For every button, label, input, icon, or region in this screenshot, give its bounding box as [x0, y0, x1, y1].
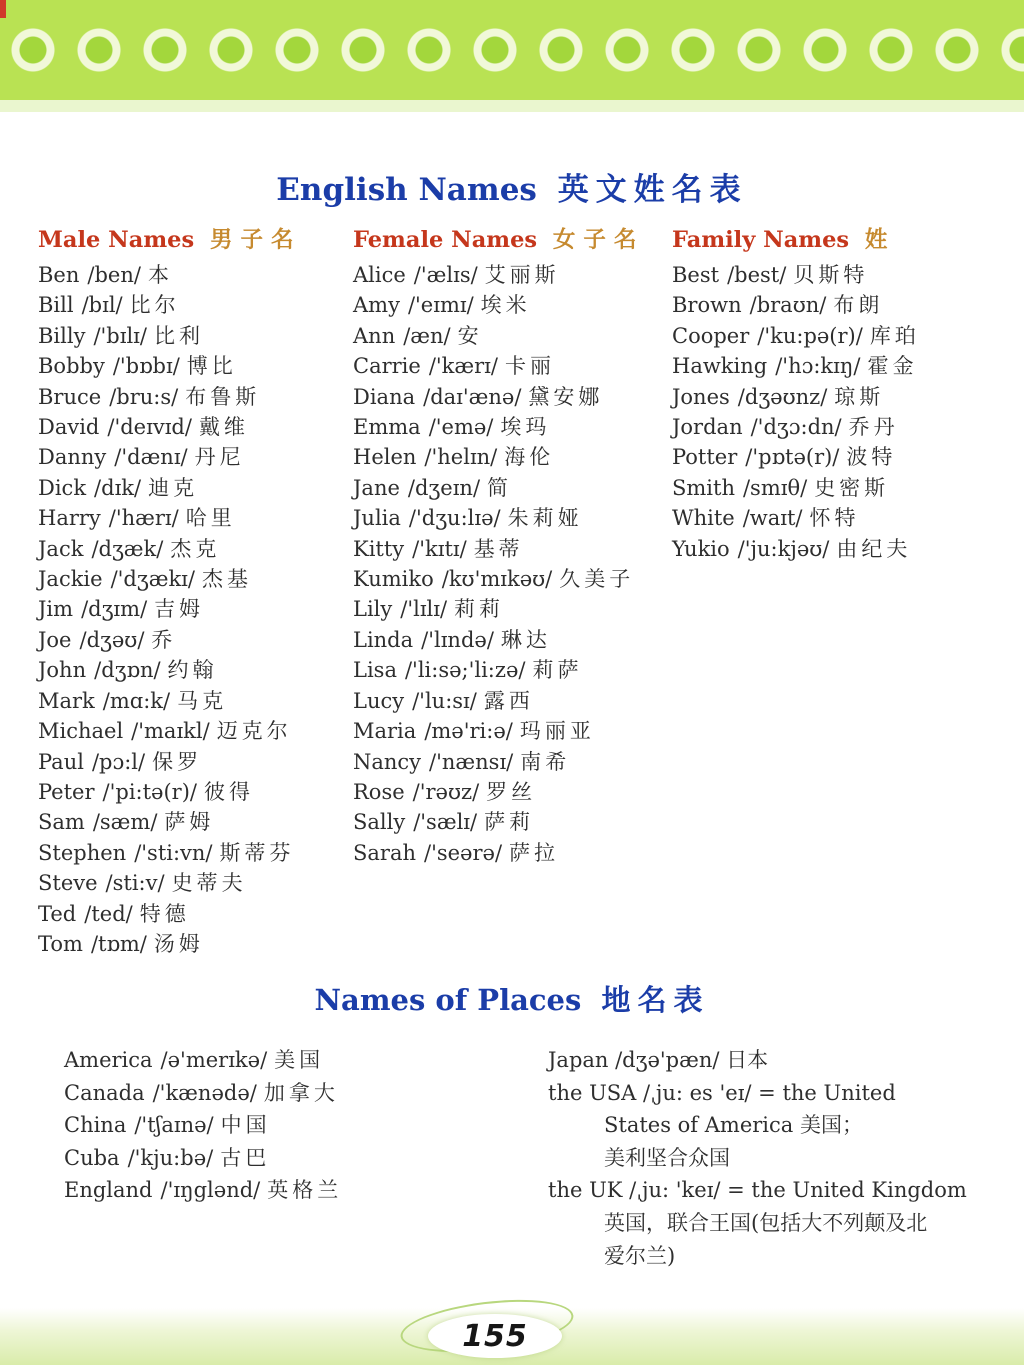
male-names-header-zh: 男子名 — [209, 227, 302, 253]
place-entry-line: Japan /dʒə'pæn/ 日本 — [548, 1048, 769, 1072]
entry-ipa: /'sælɪ/ — [413, 810, 478, 835]
entry-chinese: 波特 — [846, 445, 897, 470]
name-entry — [38, 351, 350, 381]
entry-ipa: /'ju:kjəʊ/ — [737, 536, 830, 561]
entry-ipa: /'pɒtə(r)/ — [745, 445, 840, 470]
place-chinese: 古巴 — [220, 1145, 271, 1170]
name-entry — [38, 473, 350, 503]
place-name: England — [64, 1178, 153, 1203]
entry-chinese: 贝斯特 — [793, 263, 869, 287]
place-entry — [64, 1077, 342, 1110]
name-entry — [38, 382, 350, 412]
name-entry — [353, 321, 669, 351]
entry-ipa: /dɪk/ — [94, 475, 142, 500]
entry-name: David — [38, 415, 100, 440]
entry-name: Jane — [353, 475, 400, 500]
entry-chinese: 库珀 — [869, 323, 920, 348]
entry-name: Jackie — [38, 567, 103, 592]
entry-name: Brown — [672, 293, 742, 318]
entry-chinese: 萨拉 — [509, 840, 560, 865]
entry-name: Best — [672, 263, 720, 287]
place-entry — [548, 1077, 967, 1175]
name-entry — [38, 686, 350, 716]
place-entry — [64, 1109, 342, 1142]
name-entry — [38, 868, 350, 898]
entry-ipa: /mə'ri:ə/ — [424, 719, 513, 744]
male-names-list — [38, 260, 350, 959]
entry-name: Nancy — [353, 749, 422, 774]
entry-ipa: /'ælɪs/ — [413, 263, 478, 287]
entry-name: White — [672, 506, 735, 531]
entry-chinese: 久美子 — [559, 567, 635, 592]
entry-chinese: 杰基 — [201, 567, 252, 592]
page-title — [0, 164, 1024, 209]
entry-name: Lucy — [353, 688, 405, 713]
entry-chinese: 本 — [147, 263, 173, 287]
entry-ipa: /'li:sə;'li:zə/ — [404, 658, 526, 683]
place-name: China — [64, 1113, 127, 1138]
name-entry — [38, 260, 350, 290]
entry-name: Rose — [353, 779, 405, 804]
entry-chinese: 哈里 — [185, 506, 236, 531]
page-title-zh: 英文姓名表 — [557, 172, 748, 208]
entry-ipa: /mɑ:k/ — [102, 688, 171, 713]
name-entry — [38, 716, 350, 746]
entry-ipa: /'dʒækɪ/ — [110, 567, 195, 592]
entry-chinese: 朱莉娅 — [507, 506, 583, 531]
place-chinese: 中国 — [220, 1113, 271, 1138]
entry-name: Steve — [38, 871, 98, 896]
entry-ipa: /'ku:pə(r)/ — [757, 323, 863, 348]
male-names-header-en: Male Names — [38, 227, 195, 253]
entry-ipa: /bru:s/ — [109, 384, 179, 409]
entry-ipa: /'kærɪ/ — [428, 354, 498, 379]
entry-chinese: 特德 — [139, 901, 190, 926]
entry-name: Dick — [38, 475, 87, 500]
entry-name: Peter — [38, 779, 95, 804]
name-entry — [353, 564, 669, 594]
entry-chinese: 黛安娜 — [528, 384, 604, 409]
entry-chinese: 安 — [457, 323, 483, 348]
entry-chinese: 海伦 — [504, 445, 555, 470]
place-entry-line: 爱尔兰) — [604, 1243, 676, 1268]
entry-ipa: /ben/ — [87, 263, 141, 287]
entry-name: John — [38, 658, 87, 683]
entry-name: Michael — [38, 719, 124, 744]
name-entry — [38, 564, 350, 594]
entry-name: Kumiko — [353, 567, 434, 592]
entry-ipa: /dʒəʊnz/ — [737, 384, 828, 409]
entry-ipa: /smɪθ/ — [742, 475, 808, 500]
places-left-column — [64, 1044, 342, 1207]
entry-ipa: /dʒeɪn/ — [407, 475, 481, 500]
entry-chinese: 露西 — [483, 688, 534, 713]
entry-chinese: 艾丽斯 — [484, 263, 560, 287]
entry-chinese: 迈克尔 — [216, 719, 292, 744]
entry-ipa: /dʒəʊ/ — [79, 627, 145, 652]
entry-name: Hawking — [672, 354, 768, 379]
entry-ipa: /'deɪvɪd/ — [107, 415, 192, 440]
name-entry — [38, 625, 350, 655]
name-entry — [353, 686, 669, 716]
name-entry — [38, 929, 350, 959]
name-entry — [38, 503, 350, 533]
entry-chinese: 布朗 — [833, 293, 884, 318]
entry-ipa: /'lɪlɪ/ — [400, 597, 448, 622]
entry-name: Maria — [353, 719, 417, 744]
male-names-column — [38, 222, 350, 959]
entry-chinese: 史蒂夫 — [171, 871, 247, 896]
entry-chinese: 彼得 — [203, 779, 254, 804]
name-entry — [38, 321, 350, 351]
place-ipa: /'kænədə/ — [152, 1080, 257, 1105]
place-entry — [64, 1044, 342, 1077]
name-entry — [38, 807, 350, 837]
entry-name: Tom — [38, 931, 83, 956]
place-entry-line: the USA /ˌju: es 'eɪ/ = the United — [548, 1080, 896, 1105]
place-entry — [64, 1142, 342, 1175]
entry-ipa: /æn/ — [403, 323, 451, 348]
entry-chinese: 约翰 — [167, 658, 218, 683]
entry-ipa: /'helɪn/ — [424, 445, 498, 470]
entry-name: Helen — [353, 445, 417, 470]
entry-ipa: /'lu:sɪ/ — [412, 688, 477, 713]
entry-ipa: /daɪ'ænə/ — [423, 384, 522, 409]
place-name: Cuba — [64, 1145, 120, 1170]
entry-chinese: 玛丽亚 — [519, 719, 595, 744]
entry-name: Potter — [672, 445, 738, 470]
name-entry — [672, 442, 1012, 472]
name-entry — [672, 260, 1012, 290]
entry-ipa: /'dʒu:lɪə/ — [408, 506, 501, 531]
place-chinese: 美国 — [274, 1048, 325, 1072]
name-entry — [38, 412, 350, 442]
entry-chinese: 比尔 — [129, 293, 180, 318]
entry-name: Billy — [38, 323, 86, 348]
entry-ipa: /'bɪlɪ/ — [93, 323, 147, 348]
entry-chinese: 琳达 — [500, 627, 551, 652]
place-ipa: /'tʃaɪnə/ — [134, 1113, 214, 1138]
place-chinese: 英格兰 — [267, 1178, 343, 1203]
entry-name: Yukio — [672, 536, 730, 561]
entry-chinese: 埃米 — [480, 293, 531, 318]
name-entry — [38, 534, 350, 564]
entry-ipa: /'emə/ — [428, 415, 494, 440]
entry-chinese: 基蒂 — [473, 536, 524, 561]
entry-chinese: 简 — [487, 475, 513, 500]
place-ipa: /ə'merɪkə/ — [160, 1048, 268, 1072]
entry-ipa: /pɔ:l/ — [91, 749, 146, 774]
entry-ipa: /'dʒɔ:dn/ — [750, 415, 842, 440]
family-names-header-zh: 姓 — [864, 227, 896, 253]
entry-name: Ann — [353, 323, 396, 348]
entry-ipa: /'pi:tə(r)/ — [102, 779, 197, 804]
entry-chinese: 萨莉 — [484, 810, 535, 835]
entry-name: Lisa — [353, 658, 397, 683]
name-entry — [38, 594, 350, 624]
name-entry — [353, 290, 669, 320]
entry-name: Lily — [353, 597, 393, 622]
name-entry — [38, 442, 350, 472]
entry-ipa: /waɪt/ — [742, 506, 803, 531]
entry-chinese: 布鲁斯 — [185, 384, 261, 409]
entry-ipa: /'nænsɪ/ — [429, 749, 514, 774]
entry-chinese: 霍金 — [867, 354, 918, 379]
entry-name: Linda — [353, 627, 414, 652]
place-ipa: /'ɪŋglənd/ — [160, 1178, 261, 1203]
entry-name: Smith — [672, 475, 735, 500]
band-edge — [0, 100, 1024, 112]
entry-chinese: 怀特 — [809, 506, 860, 531]
entry-ipa: /'bɒbɪ/ — [112, 354, 180, 379]
entry-chinese: 博比 — [186, 354, 237, 379]
female-names-header — [353, 222, 669, 254]
entry-name: Ted — [38, 901, 77, 926]
place-name: America — [64, 1048, 153, 1072]
name-entry — [353, 442, 669, 472]
entry-chinese: 莉萨 — [532, 658, 583, 683]
name-entry — [353, 777, 669, 807]
name-entry — [38, 899, 350, 929]
entry-chinese: 南希 — [520, 749, 571, 774]
entry-chinese: 埃玛 — [500, 415, 551, 440]
entry-ipa: /tɒm/ — [90, 931, 147, 956]
entry-chinese: 吉姆 — [154, 597, 205, 622]
entry-ipa: /kʊ'mɪkəʊ/ — [441, 567, 553, 592]
entry-name: Jordan — [672, 415, 743, 440]
name-entry — [353, 716, 669, 746]
entry-name: Jones — [672, 384, 730, 409]
entry-ipa: /'sti:vn/ — [134, 840, 213, 865]
entry-ipa: /'hærɪ/ — [108, 506, 179, 531]
entry-ipa: /bɪl/ — [81, 293, 123, 318]
entry-ipa: /'rəʊz/ — [412, 779, 480, 804]
entry-ipa: /'maɪkl/ — [131, 719, 210, 744]
entry-ipa: /'seərə/ — [424, 840, 503, 865]
places-title — [0, 978, 1024, 1019]
places-title-zh: 地名表 — [601, 983, 710, 1017]
entry-chinese: 乔 — [151, 627, 177, 652]
entry-name: Diana — [353, 384, 416, 409]
entry-name: Sally — [353, 810, 406, 835]
name-entry — [38, 655, 350, 685]
place-entry — [64, 1174, 342, 1207]
entry-name: Bill — [38, 293, 74, 318]
entry-name: Jack — [38, 536, 84, 561]
name-entry — [353, 351, 669, 381]
place-entry — [548, 1044, 967, 1077]
name-entry — [353, 412, 669, 442]
place-entry — [548, 1174, 967, 1272]
places-title-en: Names of Places — [314, 983, 582, 1017]
entry-name: Amy — [353, 293, 400, 318]
entry-ipa: /dʒɪm/ — [81, 597, 148, 622]
page-number-oval — [428, 1314, 562, 1358]
family-names-column — [672, 222, 1012, 564]
entry-name: Carrie — [353, 354, 421, 379]
female-names-list — [353, 260, 669, 868]
entry-chinese: 戴维 — [198, 415, 249, 440]
family-names-list — [672, 260, 1012, 564]
name-entry — [353, 625, 669, 655]
name-entry — [353, 838, 669, 868]
entry-name: Julia — [353, 506, 401, 531]
entry-chinese: 汤姆 — [153, 931, 204, 956]
entry-name: Stephen — [38, 840, 127, 865]
entry-chinese: 迪克 — [148, 475, 199, 500]
place-entry-line: the UK /ˌju: 'keɪ/ = the United Kingdom — [548, 1178, 967, 1203]
entry-name: Sam — [38, 810, 85, 835]
entry-ipa: /'kɪtɪ/ — [412, 536, 467, 561]
entry-name: Danny — [38, 445, 107, 470]
name-entry — [38, 777, 350, 807]
entry-ipa: /ted/ — [84, 901, 133, 926]
entry-ipa: /braʊn/ — [749, 293, 827, 318]
entry-name: Harry — [38, 506, 101, 531]
entry-ipa: /'hɔ:kɪŋ/ — [775, 354, 861, 379]
entry-ipa: /dʒæk/ — [91, 536, 164, 561]
entry-name: Alice — [353, 263, 406, 287]
name-entry — [38, 747, 350, 777]
name-entry — [672, 503, 1012, 533]
entry-ipa: /'lɪndə/ — [421, 627, 494, 652]
entry-chinese: 罗丝 — [486, 779, 537, 804]
entry-ipa: /sæm/ — [92, 810, 158, 835]
name-entry — [672, 534, 1012, 564]
place-entry-line: States of America 美国； — [604, 1113, 863, 1138]
name-entry — [353, 473, 669, 503]
name-entry — [353, 534, 669, 564]
place-entry-line: 美利坚合众国 — [604, 1145, 730, 1170]
name-entry — [353, 807, 669, 837]
name-entry — [353, 260, 669, 290]
entry-chinese: 斯蒂芬 — [219, 840, 295, 865]
entry-name: Paul — [38, 749, 84, 774]
name-entry — [353, 594, 669, 624]
entry-chinese: 保罗 — [152, 749, 203, 774]
corner-red-mark — [0, 0, 6, 18]
place-ipa: /'kju:bə/ — [127, 1145, 214, 1170]
places-right-column — [548, 1044, 967, 1272]
entry-chinese: 琼斯 — [834, 384, 885, 409]
entry-chinese: 比利 — [153, 323, 204, 348]
place-name: Canada — [64, 1080, 145, 1105]
entry-ipa: /dʒɒn/ — [94, 658, 161, 683]
entry-chinese: 史密斯 — [814, 475, 890, 500]
entry-name: Joe — [38, 627, 72, 652]
entry-chinese: 马克 — [177, 688, 228, 713]
entry-name: Mark — [38, 688, 95, 713]
female-names-header-en: Female Names — [353, 227, 538, 253]
name-entry — [38, 290, 350, 320]
family-names-header — [672, 222, 1012, 254]
place-chinese: 加拿大 — [263, 1080, 339, 1105]
entry-ipa: /'eɪmɪ/ — [407, 293, 474, 318]
name-entry — [672, 473, 1012, 503]
entry-ipa: /sti:v/ — [105, 871, 165, 896]
entry-chinese: 萨姆 — [164, 810, 215, 835]
name-entry — [672, 412, 1012, 442]
entry-chinese: 杰克 — [170, 536, 221, 561]
entry-name: Ben — [38, 263, 80, 287]
entry-name: Emma — [353, 415, 421, 440]
name-entry — [672, 321, 1012, 351]
name-entry — [353, 747, 669, 777]
female-names-column — [353, 222, 669, 868]
female-names-header-zh: 女子名 — [552, 227, 645, 253]
name-entry — [672, 382, 1012, 412]
entry-chinese: 乔丹 — [848, 415, 899, 440]
entry-name: Jim — [38, 597, 74, 622]
name-entry — [672, 290, 1012, 320]
entry-ipa: /best/ — [727, 263, 787, 287]
name-entry — [672, 351, 1012, 381]
entry-name: Bobby — [38, 354, 105, 379]
family-names-header-en: Family Names — [672, 227, 850, 253]
name-entry — [353, 382, 669, 412]
place-entry-line: 英国，联合王国(包括大不列颠及北 — [604, 1210, 928, 1235]
decorative-green-band — [0, 0, 1024, 100]
entry-chinese: 由纪夫 — [836, 536, 912, 561]
name-entry — [353, 655, 669, 685]
entry-name: Bruce — [38, 384, 102, 409]
name-entry — [38, 838, 350, 868]
entry-ipa: /'dænɪ/ — [114, 445, 188, 470]
entry-name: Kitty — [353, 536, 405, 561]
entry-name: Sarah — [353, 840, 416, 865]
name-entry — [353, 503, 669, 533]
entry-name: Cooper — [672, 323, 750, 348]
male-names-header — [38, 222, 350, 254]
page-title-en: English Names — [276, 172, 537, 208]
entry-chinese: 卡丽 — [504, 354, 555, 379]
page-number: 155 — [462, 1318, 528, 1354]
entry-chinese: 莉莉 — [454, 597, 505, 622]
entry-chinese: 丹尼 — [194, 445, 245, 470]
